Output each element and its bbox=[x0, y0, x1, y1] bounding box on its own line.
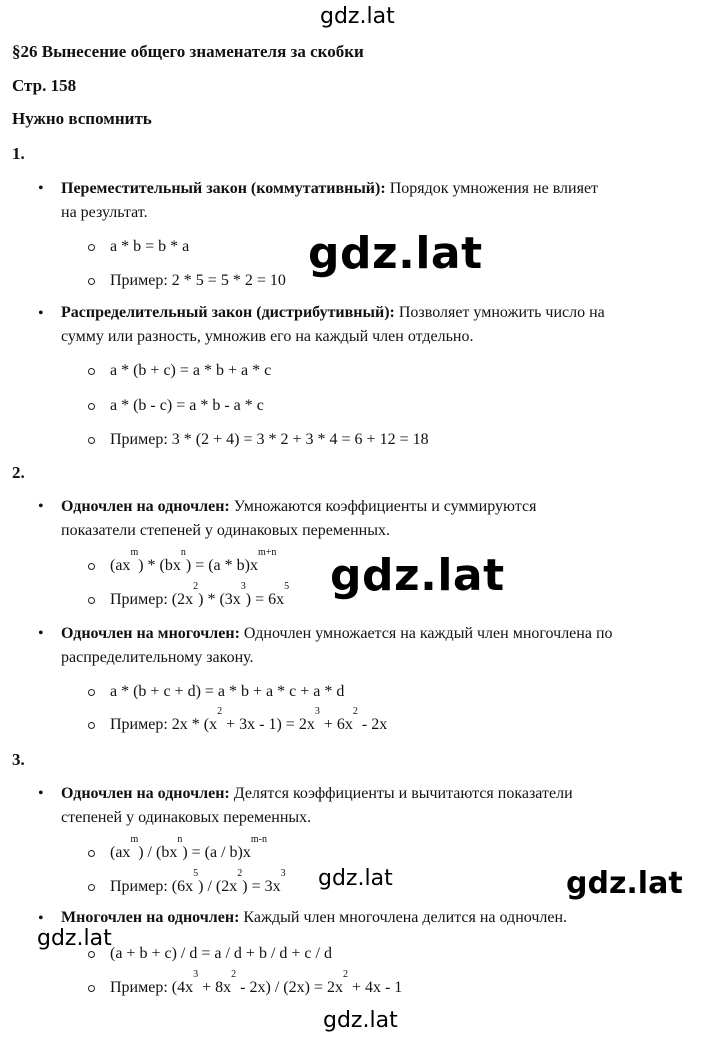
watermark-top: gdz.lat bbox=[320, 4, 395, 29]
list-item: Многочлен на одночлен: Каждый член многочлена делится на одночлен. bbox=[61, 909, 568, 926]
bullet-dot: • bbox=[38, 180, 44, 197]
watermark-inline: gdz.lat bbox=[318, 866, 393, 891]
sub-bullet-circle bbox=[88, 437, 95, 444]
watermark-bottom: gdz.lat bbox=[323, 1008, 398, 1033]
formula-item: Пример: $(4x^3 + 8x^2 - 2x) / (2x) = 2x^2 + 4x - 1$ bbox=[110, 969, 403, 996]
sub-bullet-circle bbox=[88, 985, 95, 992]
watermark-left: gdz.lat bbox=[37, 926, 112, 951]
list-item-cont: на результат. bbox=[61, 204, 148, 221]
sub-bullet-circle bbox=[88, 722, 95, 729]
list-item: Одночлен на многочлен: Одночлен умножается на каждый член многочлена по bbox=[61, 625, 613, 642]
list-item-cont: степеней у одинаковых переменных. bbox=[61, 809, 312, 826]
sub-bullet-circle bbox=[88, 368, 95, 375]
sub-bullet-circle bbox=[88, 597, 95, 604]
page-number: Стр. 158 bbox=[12, 76, 77, 95]
list-item: Переместительный закон (коммутативный): Порядок умножения не влияет bbox=[61, 180, 599, 197]
sub-bullet-circle bbox=[88, 689, 95, 696]
formula-item: $(ax^m) * (bx^n) = (a * b)x^{m+n}$ bbox=[110, 547, 277, 574]
formula-item: Пример: $(6x^5) / (2x^2) = 3x^3$ bbox=[110, 868, 286, 895]
watermark-right: gdz.lat bbox=[566, 866, 683, 901]
sub-item: a * (b - c) = a * b - a * c bbox=[110, 397, 264, 414]
section-title: §26 Вынесение общего знаменателя за скобки bbox=[12, 42, 364, 61]
formula-item: $(ax^m) / (bx^n) = (a / b)x^{m-n}$ bbox=[110, 834, 267, 861]
bullet-dot: • bbox=[38, 910, 44, 927]
sub-bullet-circle bbox=[88, 884, 95, 891]
sub-bullet-circle bbox=[88, 563, 95, 570]
question-number-1: 1. bbox=[12, 144, 25, 163]
sub-bullet-circle bbox=[88, 951, 95, 958]
formula-item: Пример: $(2x^2) * (3x^3) = 6x^5$ bbox=[110, 581, 290, 608]
question-number-2: 2. bbox=[12, 463, 25, 482]
list-item: Одночлен на одночлен: Делятся коэффициенты и вычитаются показатели bbox=[61, 785, 573, 802]
sub-bullet-circle bbox=[88, 403, 95, 410]
bullet-dot: • bbox=[38, 498, 44, 515]
question-number-3: 3. bbox=[12, 750, 25, 769]
list-item: Одночлен на одночлен: Умножаются коэффициенты и суммируются bbox=[61, 498, 537, 515]
watermark-mid1: gdz.lat bbox=[308, 228, 483, 279]
sub-bullet-circle bbox=[88, 278, 95, 285]
sub-bullet-circle bbox=[88, 850, 95, 857]
bullet-dot: • bbox=[38, 305, 44, 322]
list-item-cont: распределительному закону. bbox=[61, 649, 254, 666]
sub-item: Пример: 2 * 5 = 5 * 2 = 10 bbox=[110, 272, 286, 289]
list-item-cont: показатели степеней у одинаковых переменных. bbox=[61, 522, 390, 539]
recall-heading: Нужно вспомнить bbox=[12, 109, 152, 128]
sub-bullet-circle bbox=[88, 244, 95, 251]
watermark-mid2: gdz.lat bbox=[330, 550, 505, 601]
sub-item: (a + b + c) / d = a / d + b / d + c / d bbox=[110, 945, 332, 962]
sub-item: a * b = b * a bbox=[110, 238, 190, 255]
sub-item: Пример: 3 * (2 + 4) = 3 * 2 + 3 * 4 = 6 + 12 = 18 bbox=[110, 431, 429, 448]
formula-item: Пример: $2x * (x^2 + 3x - 1) = 2x^3 + 6x^2 - 2x$ bbox=[110, 706, 388, 733]
list-item-cont: сумму или разность, умножив его на каждый член отдельно. bbox=[61, 328, 474, 345]
bullet-dot: • bbox=[38, 785, 44, 802]
list-item: Распределительный закон (дистрибутивный): Позволяет умножить число на bbox=[61, 304, 605, 321]
sub-item: a * (b + c + d) = a * b + a * c + a * d bbox=[110, 683, 345, 700]
bullet-dot: • bbox=[38, 625, 44, 642]
sub-item: a * (b + c) = a * b + a * c bbox=[110, 362, 272, 379]
